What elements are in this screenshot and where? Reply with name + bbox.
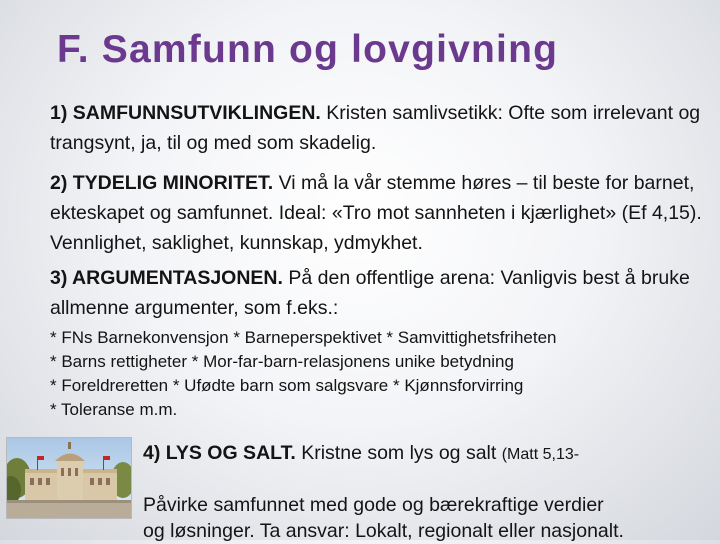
argument-line: * FNs Barnekonvensjon * Barneperspektivet * Samvittighetsfriheten <box>50 328 557 347</box>
point-samfunnsutviklingen <box>50 98 710 158</box>
argument-line: * Toleranse m.m. <box>50 400 178 419</box>
point-lys-og-salt <box>143 438 713 470</box>
slide-title: F. Samfunn og lovgivning <box>57 28 559 71</box>
argument-list <box>50 326 710 422</box>
point-text: Kristen samlivsetikk: Ofte som irrelevant og trangsynt, ja, til og med som skadelig. <box>50 102 701 154</box>
point-text: Vi må la vår stemme høres – til beste for barnet, ekteskapet og samfunnet. Ideal: «Tro mot sannheten i kjærlighet» (Ef 4,15). Vennlighet, saklighet, kunnskap, ydmykhet. <box>50 172 702 254</box>
point-tydelig-minoritet <box>50 168 710 258</box>
point-text: Kristne som lys og salt <box>301 442 497 464</box>
point-argumentasjonen <box>50 263 710 323</box>
point-heading: 3) ARGUMENTASJONEN. <box>50 267 283 289</box>
point-lys-og-salt-continued <box>143 492 713 544</box>
point-text: På den offentlige arena: Vanligvis best å bruke allmenne argumenter, som f.eks.: <box>50 267 690 319</box>
point-heading: 1) SAMFUNNSUTVIKLINGEN. <box>50 102 321 124</box>
point-text-line: og løsninger. Ta ansvar: Lokalt, regionalt eller nasjonalt. <box>143 520 624 542</box>
point-heading: 4) LYS OG SALT. <box>143 442 296 464</box>
argument-line: * Barns rettigheter * Mor-far-barn-relasjonens unike betydning <box>50 352 514 371</box>
argument-line: * Foreldreretten * Ufødte barn som salgsvare * Kjønnsforvirring <box>50 376 524 395</box>
parliament-building-image <box>6 437 132 519</box>
point-text-line: Påvirke samfunnet med gode og bærekraftige verdier <box>143 494 604 516</box>
point-heading: 2) TYDELIG MINORITET. <box>50 172 274 194</box>
bible-reference: (Matt 5,13- <box>501 446 580 463</box>
